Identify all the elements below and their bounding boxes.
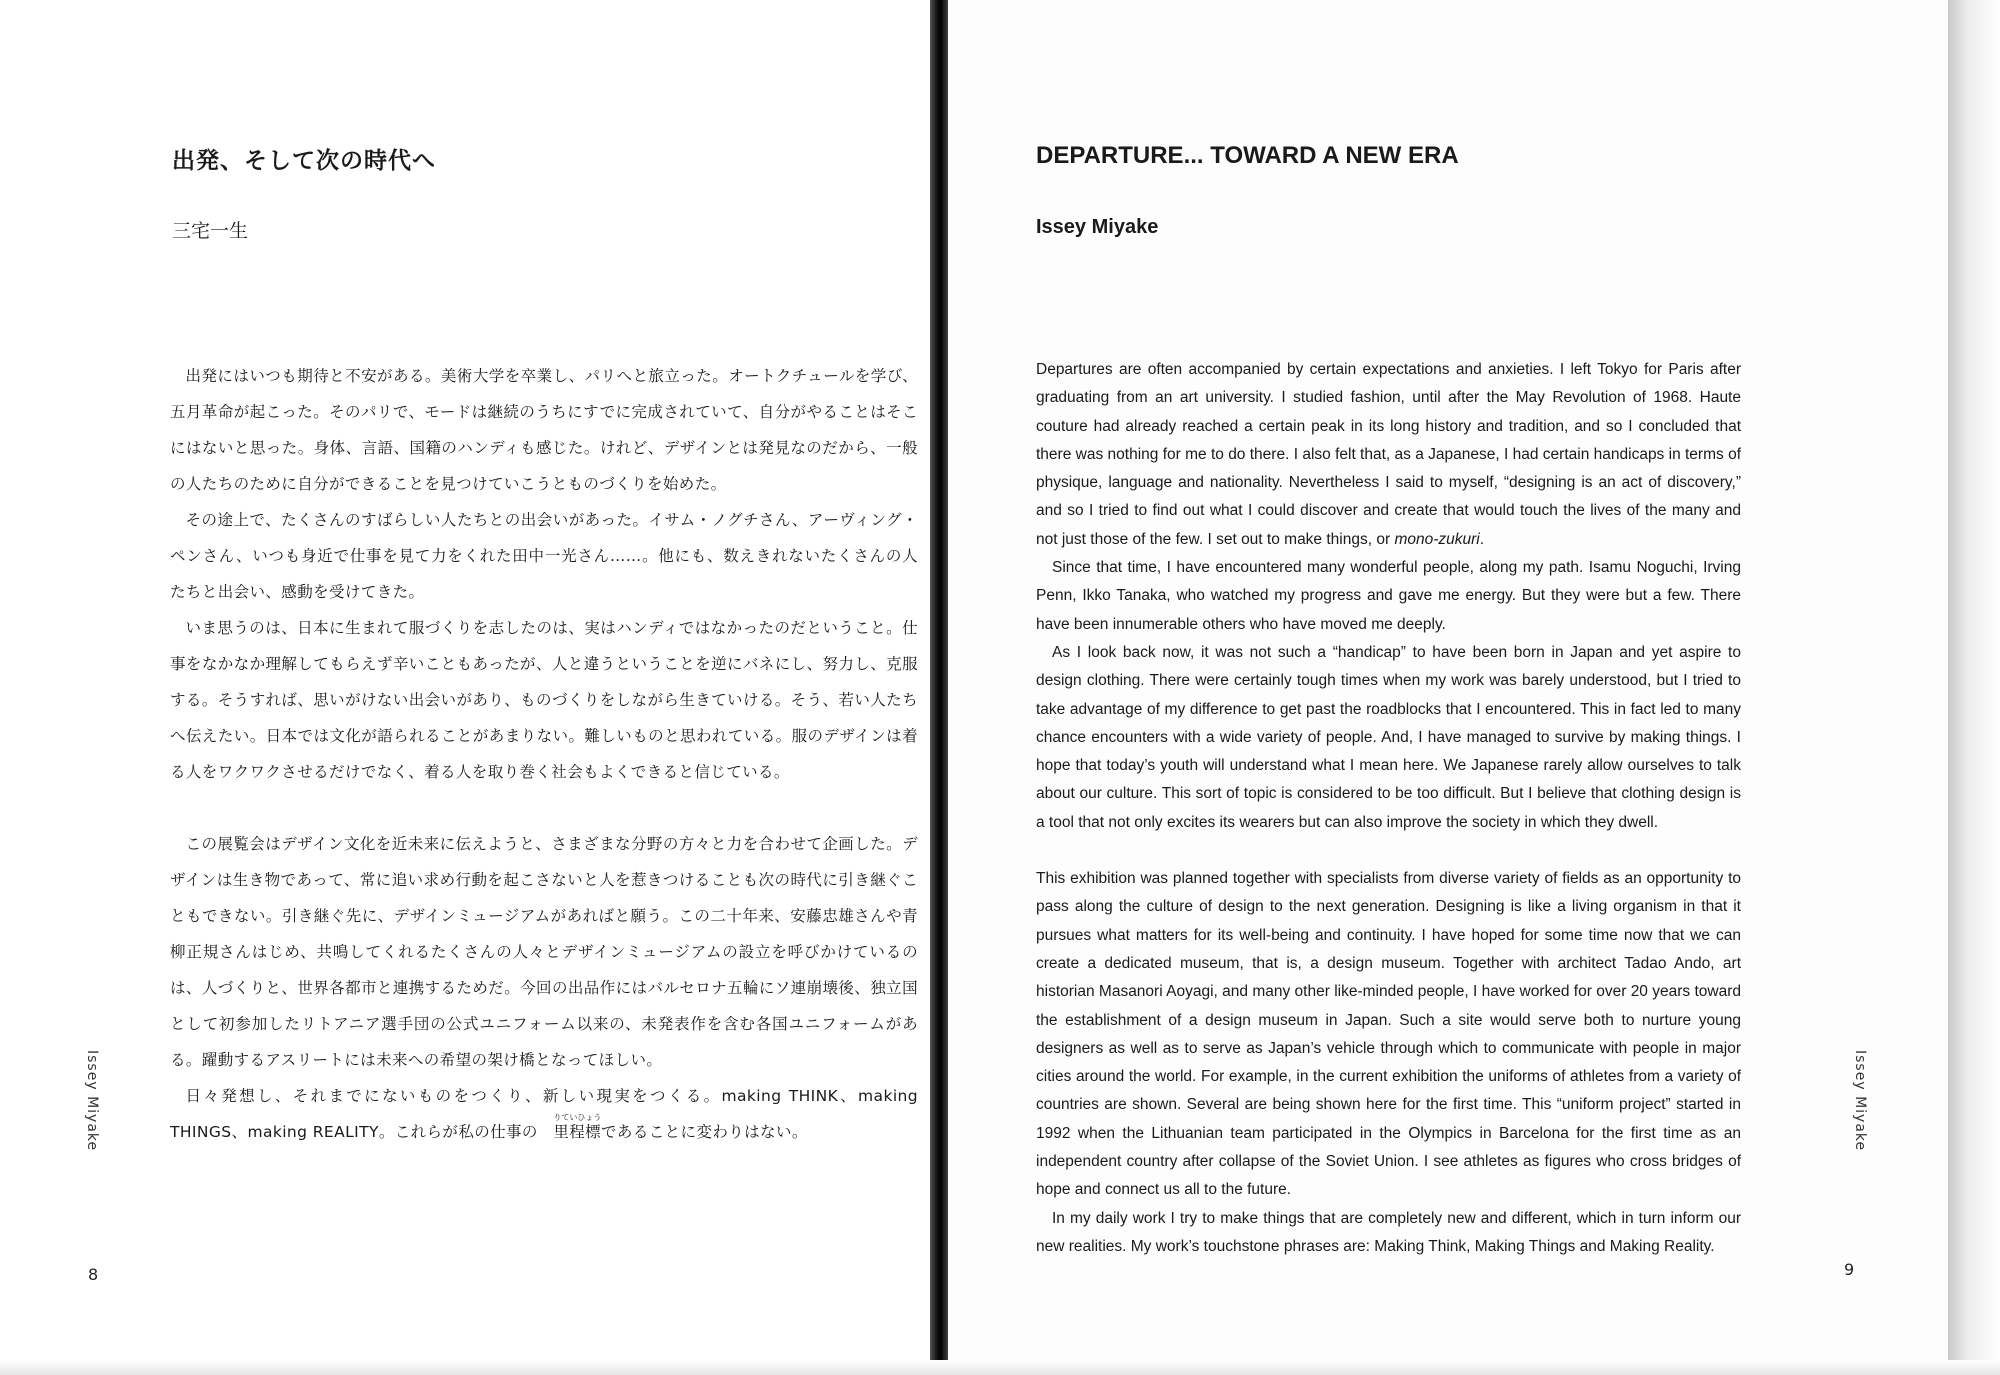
book-gutter bbox=[930, 0, 948, 1375]
japanese-body-text bbox=[170, 358, 918, 1150]
text-run: Departures are often accompanied by certain expectations and anxieties. I left Tokyo for Paris after graduating from an art university. I studied fashion, until after the May Revolution of 1968. Haute couture had already reached a certain peak in its long history and tradition, and so I concluded that there was nothing for me to do there. I also felt that, as a Japanese, I had certain handicaps in terms of physique, language and nationality. Nevertheless I said to myself, “designing is an act of discovery,” and so I tried to find out what I could discover and create that would touch the lives of the many and not just those of the few. I set out to make things, or bbox=[1036, 361, 1741, 548]
page-title-english: DEPARTURE... TOWARD A NEW ERA bbox=[1036, 142, 1459, 169]
ruby-base: 里程標 bbox=[553, 1123, 602, 1141]
paragraph: その途上で、たくさんのすばらしい人たちとの出会いがあった。イサム・ノグチさん、アーヴィング・ペンさん、いつも身近で仕事を見て力をくれた田中一光さん……。他にも、数えきれないたくさんの人たちと出会い、感動を受けてきた。 bbox=[170, 511, 918, 601]
ruby-reading: りていひょう bbox=[553, 1113, 602, 1122]
paragraph: This exhibition was planned together with specialists from diverse variety of fields as an opportunity to pass along the culture of design to the next generation. Designing is like a living organism in that it pursues what matters for its well-being and continuity. I have hoped for some time now that we can create a dedicated museum, that is, a design museum. Together with architect Tadao Ando, art historian Masanori Aoyagi, and many other like-minded people, I have worked for over 20 years toward the establishment of a design museum in Japan. Such a site would serve both to nurture young designers as well as to serve as Japan’s vehicle through which to communicate with people in major cities around the world. For example, in the current exhibition the uniforms of athletes from a variety of countries are shown. Several are being shown here for the first time. This “uniform project” started in 1992 when the Lithuanian team participated in the Olympics in Barcelona for the first time as an independent country after collapse of the Soviet Union. I see athletes as figures who cross bridges of hope and connect us all to the future. bbox=[1036, 870, 1741, 1199]
paragraph bbox=[1036, 356, 1741, 554]
paragraph: In my daily work I try to make things that are completely new and different, which in turn inform our new realities. My work’s touchstone phrases are: Making Think, Making Things and Making Reality. bbox=[1036, 1209, 1741, 1255]
page-number: 9 bbox=[1844, 1260, 1855, 1279]
text-run: であることに変わりはない。 bbox=[601, 1123, 808, 1141]
paragraph: As I look back now, it was not such a “handicap” to have been born in Japan and yet aspire to design clothing. There were certainly tough times when my work was barely understood, but I tried to take advantage of my difference to get past the roadblocks that I encountered. This in fact led to many chance encounters with a wide variety of people. And, I have managed to survive by making things. I hope that today’s youth will understand what I mean here. We Japanese rarely allow ourselves to talk about our culture. This sort of topic is considered to be too difficult. But I believe that clothing design is a tool that not only excites its wearers but can also improve the society in which they dwell. bbox=[1036, 643, 1741, 831]
page-edge-shadow bbox=[1948, 0, 2000, 1375]
ruby-annotation bbox=[538, 1114, 601, 1150]
paragraph: この展覧会はデザイン文化を近未来に伝えようと、さまざまな分野の方々と力を合わせて企画した。デザインは生き物であって、常に追い求め行動を起こさないと人を惹きつけることも次の時代に引き継ぐこともできない。引き継ぐ先に、デザインミュージアムがあればと願う。この二十年来、安藤忠雄さんや青柳正規さんはじめ、共鳴してくれるたくさんの人々とデザインミュージアムの設立を呼びかけているのは、人づくりと、世界各都市と連携するためだ。今回の出品作にはバルセロナ五輪にソ連崩壊後、独立国として初参加したリトアニア選手団の公式ユニフォーム以来の、未発表作を含む各国ユニフォームがある。躍動するアスリートには未来への希望の架け橋となってほしい。 bbox=[170, 835, 918, 1069]
author-name-japanese: 三宅一生 bbox=[172, 220, 249, 242]
paragraph-final bbox=[170, 1078, 918, 1150]
right-page bbox=[948, 0, 1948, 1375]
italic-term: mono-zukuri bbox=[1394, 530, 1480, 548]
left-page bbox=[0, 0, 930, 1375]
page-title-japanese: 出発、そして次の時代へ bbox=[172, 148, 436, 174]
paragraph: 出発にはいつも期待と不安がある。美術大学を卒業し、パリへと旅立った。オートクチュールを学び、五月革命が起こった。そのパリで、モードは継続のうちにすでに完成されていて、自分がやることはそこにはないと思った。身体、言語、国籍のハンディも感じた。けれど、デザインとは発見なのだから、一般の人たちのために自分ができることを見つけていこうとものづくりを始めた。 bbox=[170, 367, 918, 493]
side-running-label: Issey Miyake bbox=[84, 1050, 100, 1152]
text-run: . bbox=[1479, 530, 1485, 548]
side-running-label: Issey Miyake bbox=[1852, 1050, 1868, 1152]
text-run: 日々発想し、それまでにないものをつくり、新しい現実をつくる。making THINK、making THINGS、making REALITY。これらが私の仕事の bbox=[170, 1087, 918, 1141]
paragraph: Since that time, I have encountered many wonderful people, along my path. Isamu Noguchi, Irving Penn, Ikko Tanaka, who watched my progress and gave me energy. But they were but a few. There have been innumerable others who have moved me deeply. bbox=[1036, 559, 1741, 633]
english-body-text bbox=[1036, 356, 1741, 1261]
author-name-english: Issey Miyake bbox=[1036, 216, 1159, 238]
page-number: 8 bbox=[88, 1265, 99, 1284]
bottom-edge-shadow bbox=[0, 1360, 2000, 1375]
paragraph: いま思うのは、日本に生まれて服づくりを志したのは、実はハンディではなかったのだということ。仕事をなかなか理解してもらえず辛いこともあったが、人と違うということを逆にバネにし、努力し、克服する。そうすれば、思いがけない出会いがあり、ものづくりをしながら生きていける。そう、若い人たちへ伝えたい。日本では文化が語られることがあまりない。難しいものと思われている。服のデザインは着る人をワクワクさせるだけでなく、着る人を取り巻く社会もよくできると信じている。 bbox=[170, 619, 918, 781]
